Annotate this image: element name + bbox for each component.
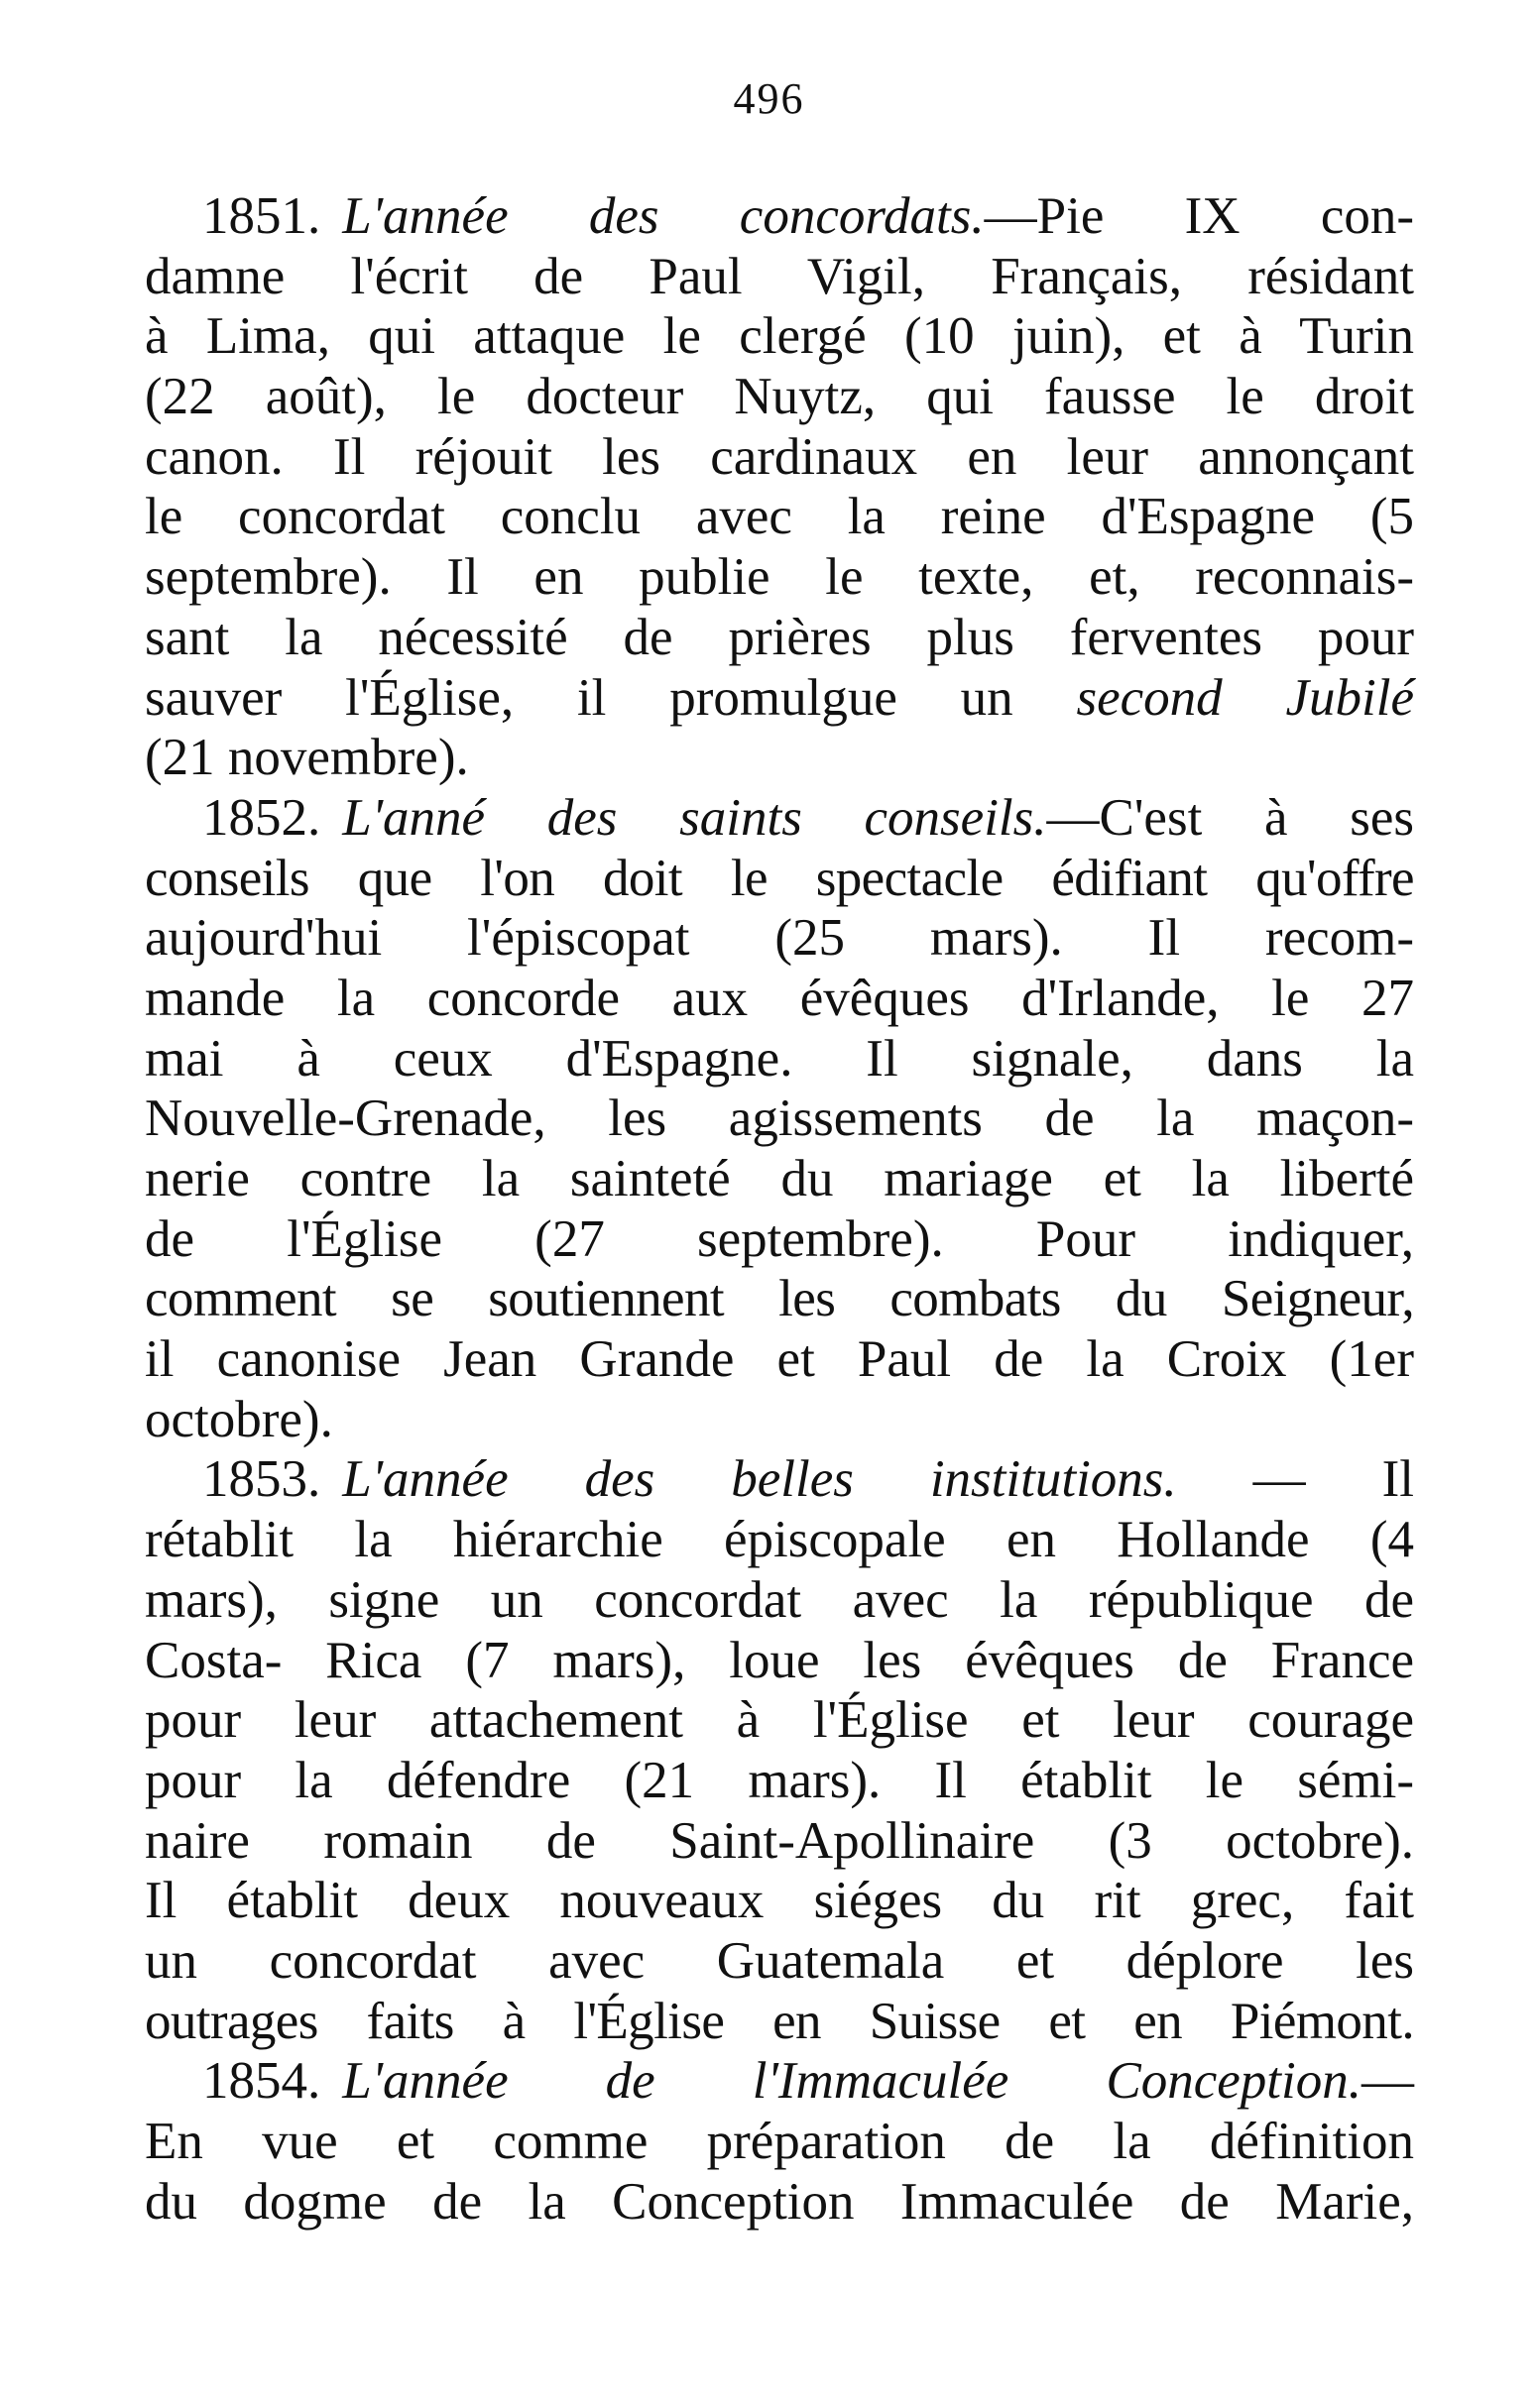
text-1853-1: — Il <box>1176 1450 1415 1509</box>
text-1851-1: —Pie IX con- <box>984 187 1414 245</box>
text-line: damne l'écrit de Paul Vigil, Français, résidant <box>145 247 1414 305</box>
year-1854: 1854. <box>202 2052 321 2111</box>
year-1851: 1851. <box>202 187 321 245</box>
text-line: il canonise Jean Grande et Paul de la Croix (1er <box>145 1330 1414 1389</box>
text-line: à Lima, qui attaque le clergé (10 juin), et à Turin <box>145 307 1414 366</box>
text-line: (21 novembre). <box>145 729 469 787</box>
text-line: naire romain de Saint-Apollinaire (3 octobre). <box>145 1811 1414 1870</box>
text-block <box>145 186 1414 2232</box>
text-line: rétablit la hiérarchie épiscopale en Hollande (4 <box>145 1511 1414 1569</box>
text-line: aujourd'hui l'épiscopat (25 mars). Il recom- <box>145 909 1414 968</box>
text-line: pour la défendre (21 mars). Il établit le sémi- <box>145 1751 1414 1809</box>
second-jubile-phrase: second Jubilé <box>1076 668 1414 727</box>
text-line: un concordat avec Guatemala et déplore les <box>145 1931 1414 1990</box>
text-line: canon. Il réjouit les cardinaux en leur annonçant <box>145 427 1414 486</box>
text-line: (22 août), le docteur Nuytz, qui fausse le droit <box>145 368 1414 426</box>
text-1852-1: —C'est à ses <box>1046 788 1414 847</box>
title-1851: L'année des concordats. <box>342 187 985 245</box>
text-line: mai à ceux d'Espagne. Il signale, dans la <box>145 1029 1414 1088</box>
paragraph-1853-line-1 <box>145 1449 1414 1510</box>
text-line: conseils que l'on doit le spectacle édifiant qu'offre <box>145 849 1414 907</box>
title-1854: L'année de l'Immaculée Conception. <box>342 2052 1361 2111</box>
text-line: pour leur attachement à l'Église et leur courage <box>145 1691 1414 1750</box>
page-number: 496 <box>733 74 805 123</box>
text-line: En vue et comme préparation de la définition <box>145 2113 1414 2170</box>
year-1853: 1853. <box>202 1450 321 1509</box>
text-line: Nouvelle-Grenade, les agissements de la maçon- <box>145 1089 1414 1148</box>
text-line: mande la concorde aux évêques d'Irlande, le 27 <box>145 969 1414 1027</box>
text-line: Il établit deux nouveaux siéges du rit grec, fait <box>145 1872 1414 1930</box>
text-1854-1: — <box>1361 2052 1414 2111</box>
text-line: outrages faits à l'Église en Suisse et en Piémont. <box>145 1992 1414 2050</box>
title-1853: L'année des belles institutions. <box>342 1450 1177 1509</box>
text-line: mars), signe un concordat avec la république de <box>145 1570 1414 1629</box>
text-line <box>145 668 1414 729</box>
text-line: octobre). <box>145 1390 333 1448</box>
paragraph-1851-line-1 <box>145 186 1414 247</box>
text-1851-9: sauver l'Église, il promulgue un <box>145 668 1077 727</box>
text-line: du dogme de la Conception Immaculée de Marie, <box>145 2172 1414 2231</box>
text-line: septembre). Il en publie le texte, et, reconnais- <box>145 548 1414 607</box>
text-line: le concordat conclu avec la reine d'Espagne (5 <box>145 488 1414 546</box>
text-line: de l'Église (27 septembre). Pour indiquer, <box>145 1209 1414 1268</box>
title-1852: L'anné des saints conseils. <box>342 788 1047 847</box>
paragraph-1854-line-1 <box>145 2051 1414 2112</box>
paragraph-1852-line-1 <box>145 788 1414 849</box>
year-1852: 1852. <box>202 788 321 847</box>
text-line: sant la nécessité de prières plus ferventes pour <box>145 608 1414 666</box>
text-line: nerie contre la sainteté du mariage et la liberté <box>145 1150 1414 1207</box>
text-line: Costa- Rica (7 mars), loue les évêques de France <box>145 1631 1414 1689</box>
text-line: comment se soutiennent les combats du Seigneur, <box>145 1270 1414 1328</box>
